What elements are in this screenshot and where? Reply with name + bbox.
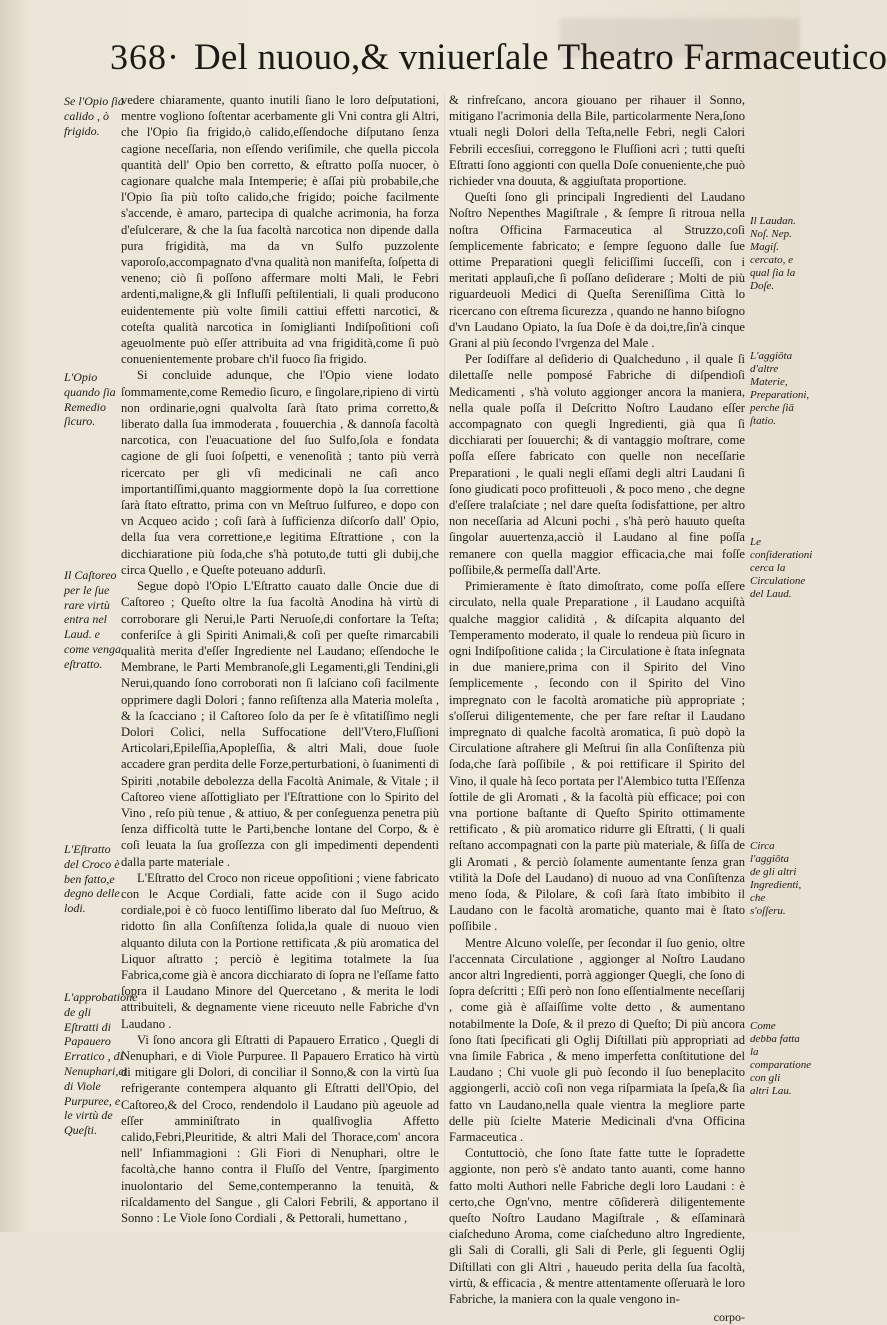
margin-note-left: L'Opio quando ſia Remedio ſicuro. (64, 370, 116, 429)
margin-note-right: Come debba fatta la comparatione con gli altri Lau. (750, 1020, 812, 1097)
catchword: corpo- (713, 1310, 745, 1325)
running-title: Del nuouo,& vniuerſale Theatro Farmaceutico (194, 37, 887, 78)
page-number: 368· (110, 37, 180, 77)
margin-note-right: Circa l'aggiōta de gli altri Ingredienti, che s'oſſeru. (750, 840, 802, 917)
margin-note-left: L'approbatione de gli Eſtratti di Papauero Erratico , di Nenuphari,et di Viole Purpuree, e le virtù de Queſti. (64, 990, 138, 1138)
paragraph: Vi ſono ancora gli Eſtratti di Papauero Erratico , Quegli di Nenuphari, e di Viole Purpuree. Il Papauero Erratico hà virtù di mitigare gli Dolori, di conciliar il Sonno,& con la virtù ſua refrigerante contempera alquanto gli Eſtratti dell'Opio, del Caſtoreo,& del Croco, rendendolo il Laudano più ageuole ad eſſer amminiſtrato in qualſivoglia Affetto calido,Febri,Pleuritide, & altri Mali del Thorace,com' ancora nell' Infiammagioni : Gli Fiori di Nenuphari, oltre le facoltà,che hanno contra il Fluſſo del Ventre, ſpargimento inuolontario del Seme,contemperanno la tenuità, & riſcaldamento del Sangue , gli Calori Febrili, & apportano il Sonno : Le Viole ſono Cordiali , & Pettorali, humettano , (121, 1032, 439, 1226)
margin-note-right: Il Laudan. Noſ. Nep. Magiſ. cercato, e qual ſia la Doſe. (750, 215, 796, 292)
margin-note-right: L'aggiōta d'altre Materie, Preparationi, perche ſiā ſtatio. (750, 350, 810, 427)
right-text-column (449, 92, 745, 1325)
paragraph: L'Eſtratto del Croco non riceue oppoſitioni ; viene fabricato con le Acque Cordiali, fatte acide con il Sugo acido cordiale,poi è cò fuoco lentiſſimo liberato dal ſuo Meſtruo, & ridotto ſin alla Conſiſtenza ſolida,la quale di nuouo vien alquanto diluta con la Portione rettificata ,& più aromatica del Liquor aſtratto ; perciò è legitima totalmete la ſua Fabrica,come già è ancora dicchiarato di ſopra ne l'eſſame fatto ſopra il Laudano Minore del Quercetano , & merita le lodi attribuiteli, & degnamente viene riceuuto nelle Fabriche d'vn Laudano . (121, 870, 439, 1031)
paragraph: Mentre Alcuno voleſſe, per ſecondar il ſuo genio, oltre l'accennata Circulatione , aggionger al Noſtro Laudano ancor altri Ingredienti, porrà aggionger Quegli, che ſono di ſopra deſcritti ; Eſſi però non ſono eſſentialmente neceſſarij , come già è aſſaiſſime volte detto , & aumentano notabilmente la Doſe, & il prezo di Queſto; Di più ancora ſono ſtati ſpecificati gli Oglij Diſtillati più appropriati ad vna ſimile Fabrica , & meno imperfetta conſtitutione del Laudano ; Chi vuole gli può ſecondo il ſuo beneplacito aggiongerli, acciò coſi non vega riſparmiata la ſpeſa,& ſia fatto vn Laudano,nella quale vientra la megliore parte delle più ſcielte Materie Medicinali d'vna Officina Farmaceutica . (449, 935, 745, 1144)
paragraph: Queſti ſono gli principali Ingredienti del Laudano Noſtro Nepenthes Magiſtrale , & ſempre ſi ritroua nella noſtra Officina Farmaceutica al Struzzo,coſi ſemplicemente fabricato; e ſempre ſeguono dalle ſue ottime Preparationi queglì feliciſſimi ſucceſſi, con i meritati applauſi,che ſi poſſano deſiderare ; Molti de più riguardeuoli Medici di Queſta Sereniſſima Città lo ricercano con eſtrema ſicurezza , quando ne hanno biſogno d'vn Laudano Opiato, la ſua Doſe è da doi,tre,ſin'à cinque Grani al più ſecondo l'vrgenza del Male . (449, 190, 745, 351)
left-text-column (121, 92, 439, 1226)
margin-note-left: L'Eſtratto del Croco è ben fatto,e degno delle lodi. (64, 842, 120, 916)
paragraph: Contuttociò, che ſono ſtate fatte tutte le ſopradette aggionte, non però s'è andato tanto auanti, come hanno fatto molti Authori nelle Fabriche degli loro Laudani : è certo,che Ogn'vno, mentre cōſidererà diligentemente queſto Noſtro Laudano Magiſtrale , & eſſaminarà ciaſcheduno Aroma, come ciaſcheduno altro Ingrediente, gli Sali di Coralli, gli Sali di Perle, gli ſeguenti Oglij Diſtillati con gli Altri , haueudo perita della ſua facoltà, virtù, & efficacia , & mentre attentamente oſſeruarà le loro Fabriche, la maniera con la quale vengono in- (449, 1146, 745, 1307)
column-gutter (444, 94, 445, 1174)
paragraph: Per ſodiſfare al deſiderio di Qualcheduno , il quale ſi dilettaſſe nelle pomposé Fabriche di diſpendioſi Medicamenti , s'hà voluto aggionger ancora la maniera, nella quale poſſa il Deſcritto Noſtro Laudano eſſer accompagnato con quegli Ingredienti, già qua ſi dicchiarati per ſouuerchi; & di vantaggio moſtrare, come poſſa eſſere fabricato con quelle non neceſſarie Preparationi , le quali negli eſſami degli altri Laudani ſi ſono giudicati poco profitteuoli , & poco meno , che degne d'eſſere tralaſciate ; nel dare queſta ſodisfattione, per altro non neceſſaria ad Alcuni pochi , s'hà però hauuto queſta ſingolar auuertenza,acciò il Laudano al fine poſſa remanere con quella maggior efficacia,che mai foſſe poſſibile,& permeſſa dall'Arte. (449, 352, 745, 577)
paragraph: vedere chiaramente, quanto inutili ſiano le loro deſputationi, mentre vogliono ſoſtentar acerbamente gli Vni contra gli Altri, che l'Opio ſia frigido,ò calido,eſſendoche diſputano ſenza cagione neceſſaria, non eſſendo veriſimile, che quella piccola quantità dell' Opio ben corretto, & eſtratto poſſa nuocer, ò cagionare qualche mala Intemperie; è aſſai più probabile,che l'Opio ſia più toſto calido,che frigido; poiche facilmente s'accende, è amaro, partecipa di qualche acrimonia, ha forza d'eſulcerare, & che la ſua facoltà narcotica non dipende dalla pura frigidità, ma da vn Sulfo puzzolente vaporoſo,accompagnato d'vna qualità non manifeſta, ſoſpetta di veneno; ciò ſi poſſono affermare molti Mali, le Febri ardenti,maligne,& gli Influſſi peſtilentiali, li quali producono euidentemente più volte ſimili cattiui effetti narcotici, & coteſta qualità narcotica in ſomiglianti Indiſpoſitioni coſi ageuolmente può eſſer attribuita ad vna frigidità,come ſi può conuenientemente probare ch'il fuoco ſia frigido. (121, 93, 439, 367)
margin-note-right: Le conſiderationi cerca la Circulatione del Laud. (750, 536, 813, 600)
paragraph: Si concluide adunque, che l'Opio viene lodato ſommamente,come Remedio ſicuro, e ſingolare,ripieno di virtù non ordinarie,ogni qualvolta ſarà ſtato prima corretto,& liberato dalla ſua immoderata , fouuerchia , & dannoſa facoltà narcotica, con l'euacuatione del ſuo Sulfo,ſola e fondata cagione de gli ſuoi ſoſpetti, e venenoſità ; tanto più verrà ricercato per gli vſi medicinali ne caſi anco importantiſſimi,quanto maggiormente dopò la ſua correttione ſarà ſtato eſtratto, prima con vn Meſtruo ſulfureo, e dopo con vn Acqueo acido ; coſi ſarà à ſufficienza diſcorſo dall' Opio, della ſua vera correttione,e legitima Eſtrattione , con la dicchiaratione più ſoda,che s'hà potuto,de tutti gli dubij,che circa Quello , e Queſte poteuano addurſi. (121, 368, 439, 577)
margin-note-left: Se l'Opio ſia calido , ò frigido. (64, 94, 124, 138)
margin-note-left: Il Caſtoreo per le ſue rare virtù entra nel Laud. e come venga eſtratto. (64, 568, 121, 671)
page-header (110, 36, 887, 92)
paragraph: Segue dopò l'Opio L'Eſtratto cauato dalle Oncie due di Caſtoreo ; Queſto oltre la ſua facoltà Anodina hà virtù di corroborare gli Nerui,le Parti Neruoſe,di confortare la Teſta; conferiſce à gli Spiriti Animali,& coſi per queſte rimarcabili qualità merita d'eſſer Ingrediente nel Laudano; eſſendoche le Membrane, le Parti Membranoſe,gli Legamenti,gli Tendini,gli Nerui,quando ſono corroborati non ſi laſciano coſi facilmente opprimere dagli Dolori ; fanno reſiſtenza alla Materia moleſta , & la ſcacciano ; il Caſtoreo ſolo da per ſe è vſitatiſſimo negli Dolori Colici, nella Suffocatione dell'Vtero,Fluſſioni Articolari,Epileſſia,Apopleſſia, & altri Mali, doue ſuole accadere gran perdita delle Forze,perturbationi, ò ſuanimenti di Spiriti ,notabile debolezza della Facoltà Animale, & Vitale ; il Caſtoreo viene aſſottigliato per l'Eſtrattione con lo Spirito del Vino , reſo più tenue , & attiuo, & per conſeguenza penetra più ſenza difficoltà tutte le Parti,benche lontane del Corpo, & è coſi leuata la ſua groſſezza con gli impedimenti dependenti dalla parte materiale . (121, 579, 439, 869)
paragraph: Primieramente è ſtato dimoſtrato, come poſſa eſſere circulato, nella quale Preparatione , il Laudano acquiſtà qualche maggior calidità , & diſcapita alquanto del Temperamento moderato, il quale lo rendeua più ſicuro in ogni Indiſpoſitione calida ; la Circulatione è ſtata inſegnata in due maniere,prima con il Spirito del Vino ſemplicemente , ſecondo con il Spirito del Vino impregnato con le facoltà aromatiche più appropriate ; s'oſſerui diligentemente, che per fare reſtar il Laudano impregnato di qualche facoltà aromatica, ſi può dopò la Circulatione aſtrahere gli Meſtrui ſin alla Conſiſtenza più ſoda,che ſarà poſſibile , & poi rettificare il Spirito del Vino, il quale hà ſeco portata per l'Alembico tutta l'Eſſenza ſottile de gli Aromati , & la facoltà più efficace; poi con vna portione baſtante di Queſto Spirito ottimamente rettificato , & più aromatico ridurre gli Eſtratti, ( li quali reſtano accompagnati con la parte più materiale, & ſiſſa de gli Aromati , & perciò ſolamente aumentante ſenza gran vtilità la Doſe del Laudano) di nuouo ad vna Conſiſtenza meno ſoda, & Pilolare, & coſi ſarà ſtato imbibito il Laudano con le facoltà aromatiche, quanto mai è ſtato poſſibile . (449, 579, 745, 934)
paragraph: & rinfreſcano, ancora giouano per rihauer il Sonno, mitigano l'acrimonia della Bile, particolarmente Nera,ſono vtuali negli Dolori della Teſta,nelle Febri, negli Calori Febrili eccesſiui, correggono le Fluſſioni acri ; tutti queſti Eſtratti ſono aggionti con quella Doſe conueniente,che può richieder vna douuta, & aggiuſtata proportione. (449, 93, 745, 189)
